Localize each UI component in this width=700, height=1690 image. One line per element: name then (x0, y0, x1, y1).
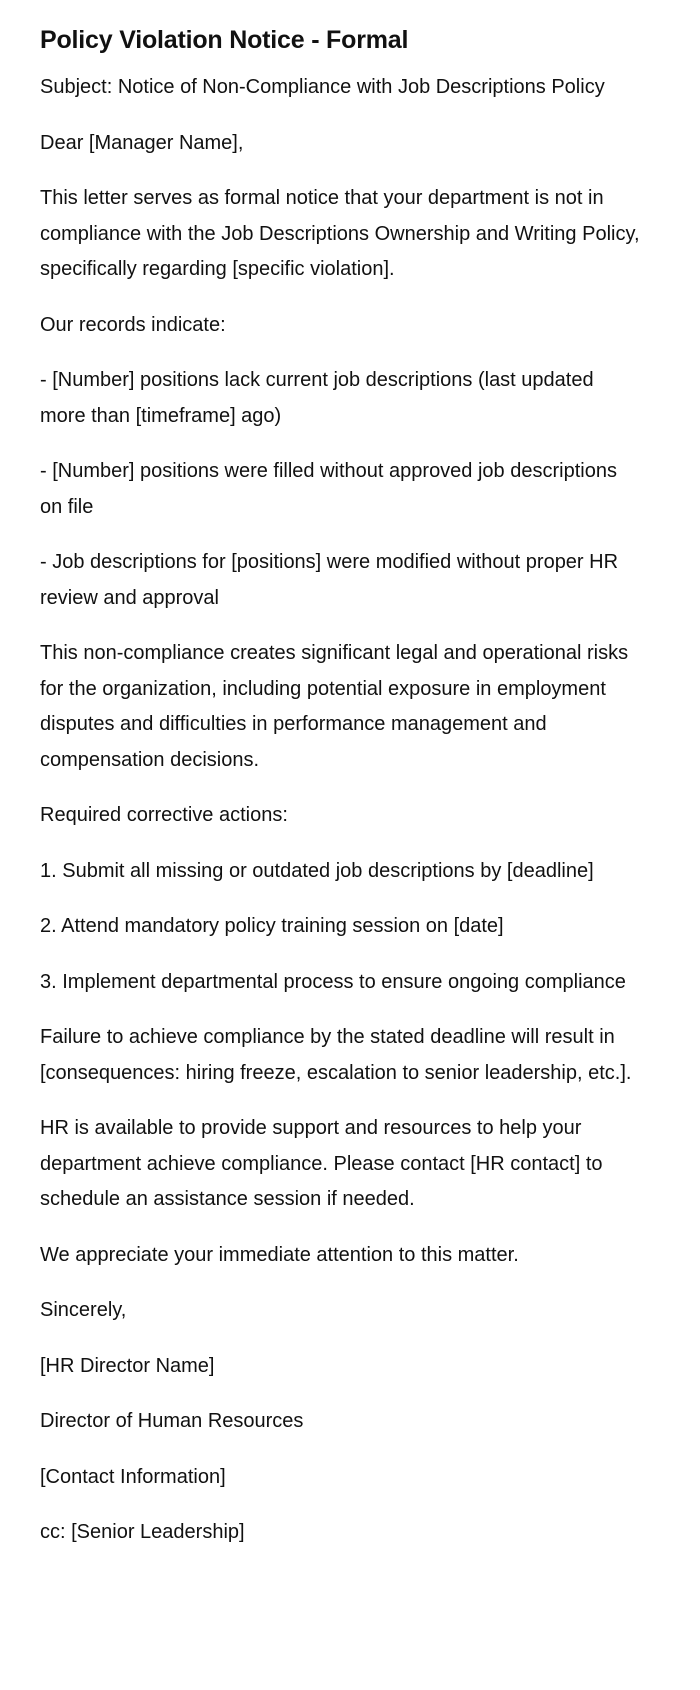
contact-info: [Contact Information] (40, 1465, 226, 1488)
records-heading: Our records indicate: (40, 313, 226, 336)
actions-heading: Required corrective actions: (40, 804, 288, 826)
action-item: 2. Attend mandatory policy training session on [date] (40, 915, 504, 937)
action-item: 3. Implement departmental process to ensure ongoing compliance (40, 970, 626, 993)
letter-document (40, 20, 642, 1571)
support-paragraph: HR is available to provide support and resources to help your department achieve compliance. Please contact [HR contact] to schedule an assistance session if needed. (40, 1117, 603, 1210)
action-item: 1. Submit all missing or outdated job descriptions by [deadline] (40, 859, 594, 882)
cc-line: cc: [Senior Leadership] (40, 1521, 245, 1543)
closing-line: Sincerely, (40, 1299, 127, 1321)
signer-title: Director of Human Resources (40, 1410, 304, 1432)
consequence-paragraph: Failure to achieve compliance by the stated deadline will result in [consequences: hiring freeze, escalation to senior leadership, etc.]. (40, 1026, 632, 1084)
signer-name: [HR Director Name] (40, 1354, 215, 1377)
subject-line: Subject: Notice of Non-Compliance with Job Descriptions Policy (40, 76, 605, 98)
record-item: - [Number] positions were filled without approved job descriptions on file (40, 460, 617, 518)
risk-paragraph: This non-compliance creates significant legal and operational risks for the organization, including potential exposure in employment disputes and difficulties in performance management and compensation decisions. (40, 642, 629, 771)
greeting: Dear [Manager Name], (40, 131, 244, 154)
intro-paragraph: This letter serves as formal notice that your department is not in compliance with the Job Descriptions Ownership and Writing Policy, specifically regarding [specific violation]. (40, 187, 640, 280)
record-item: - Job descriptions for [positions] were modified without proper HR review and approval (40, 551, 619, 609)
document-title: Policy Violation Notice - Formal (40, 26, 409, 54)
record-item: - [Number] positions lack current job descriptions (last updated more than [timeframe] ago) (40, 369, 594, 427)
appreciation-line: We appreciate your immediate attention to this matter. (40, 1243, 519, 1266)
